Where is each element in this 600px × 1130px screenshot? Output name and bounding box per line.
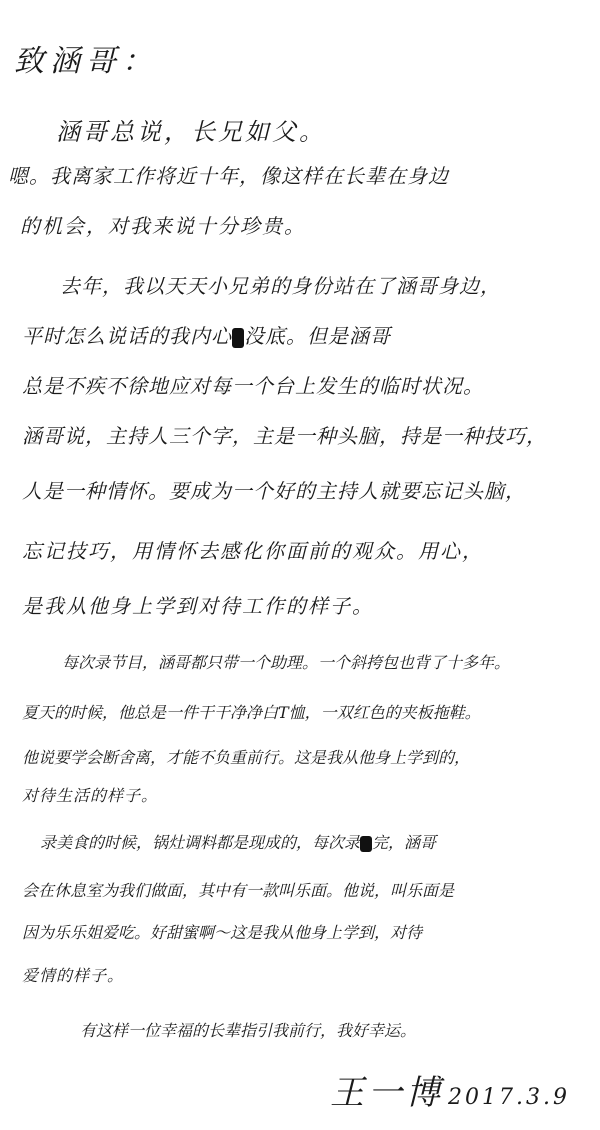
letter-signature [330,1065,570,1114]
letter-line-part: 录美食的时候，锅灶调料都是现成的，每次录 [40,833,361,852]
letter-line: 嗯。我离家工作将近十年，像这样在长辈在身边 [8,164,449,188]
letter-line: 忘记技巧，用情怀去感化你面前的观众。用心， [22,539,484,563]
letter-line: 人是一种情怀。要成为一个好的主持人就要忘记头脑， [22,479,526,503]
letter-line: 因为乐乐姐爱吃。好甜蜜啊～这是我从他身上学到，对待 [22,923,423,942]
letter-line: 涵哥总说，长兄如父。 [56,118,326,146]
letter-line-with-blot [40,830,436,853]
letter-line-part: 平时怎么说话的我内心 [22,324,232,348]
letter-line: 的机会，对我来说十分珍贵。 [20,214,306,238]
letter-line: 他说要学会断舍离，才能不负重前行。这是我从他身上学到的， [22,748,471,767]
letter-line: 夏天的时候，他总是一件干干净净白T恤，一双红色的夹板拖鞋。 [22,703,481,722]
letter-salutation: 致涵哥： [14,44,158,79]
letter-line: 每次录节目，涵哥都只带一个助理。一个斜挎包也背了十多年。 [62,653,511,672]
letter-line: 爱情的样子。 [22,966,125,985]
letter-line: 对待生活的样子。 [22,786,159,805]
letter-line: 涵哥说，主持人三个字，主是一种头脑，持是一种技巧， [22,424,547,448]
letter-line: 有这样一位幸福的长辈指引我前行，我好幸运。 [80,1021,417,1040]
signature-name: 王一博 [330,1073,444,1113]
letter-line-with-blot [22,320,391,349]
letter-line: 去年，我以天天小兄弟的身份站在了涵哥身边， [60,274,501,298]
ink-blot [232,328,244,348]
ink-blot [360,836,372,852]
letter-line-part: 完，涵哥 [372,833,437,852]
letter-line: 总是不疾不徐地应对每一个台上发生的临时状况。 [22,374,484,398]
letter-line-part: 没底。但是涵哥 [244,324,391,348]
letter-line: 会在休息室为我们做面，其中有一款叫乐面。他说，叫乐面是 [22,881,455,900]
letter-line: 是我从他身上学到对待工作的样子。 [22,594,374,618]
signature-date: 2017.3.9 [448,1085,570,1110]
